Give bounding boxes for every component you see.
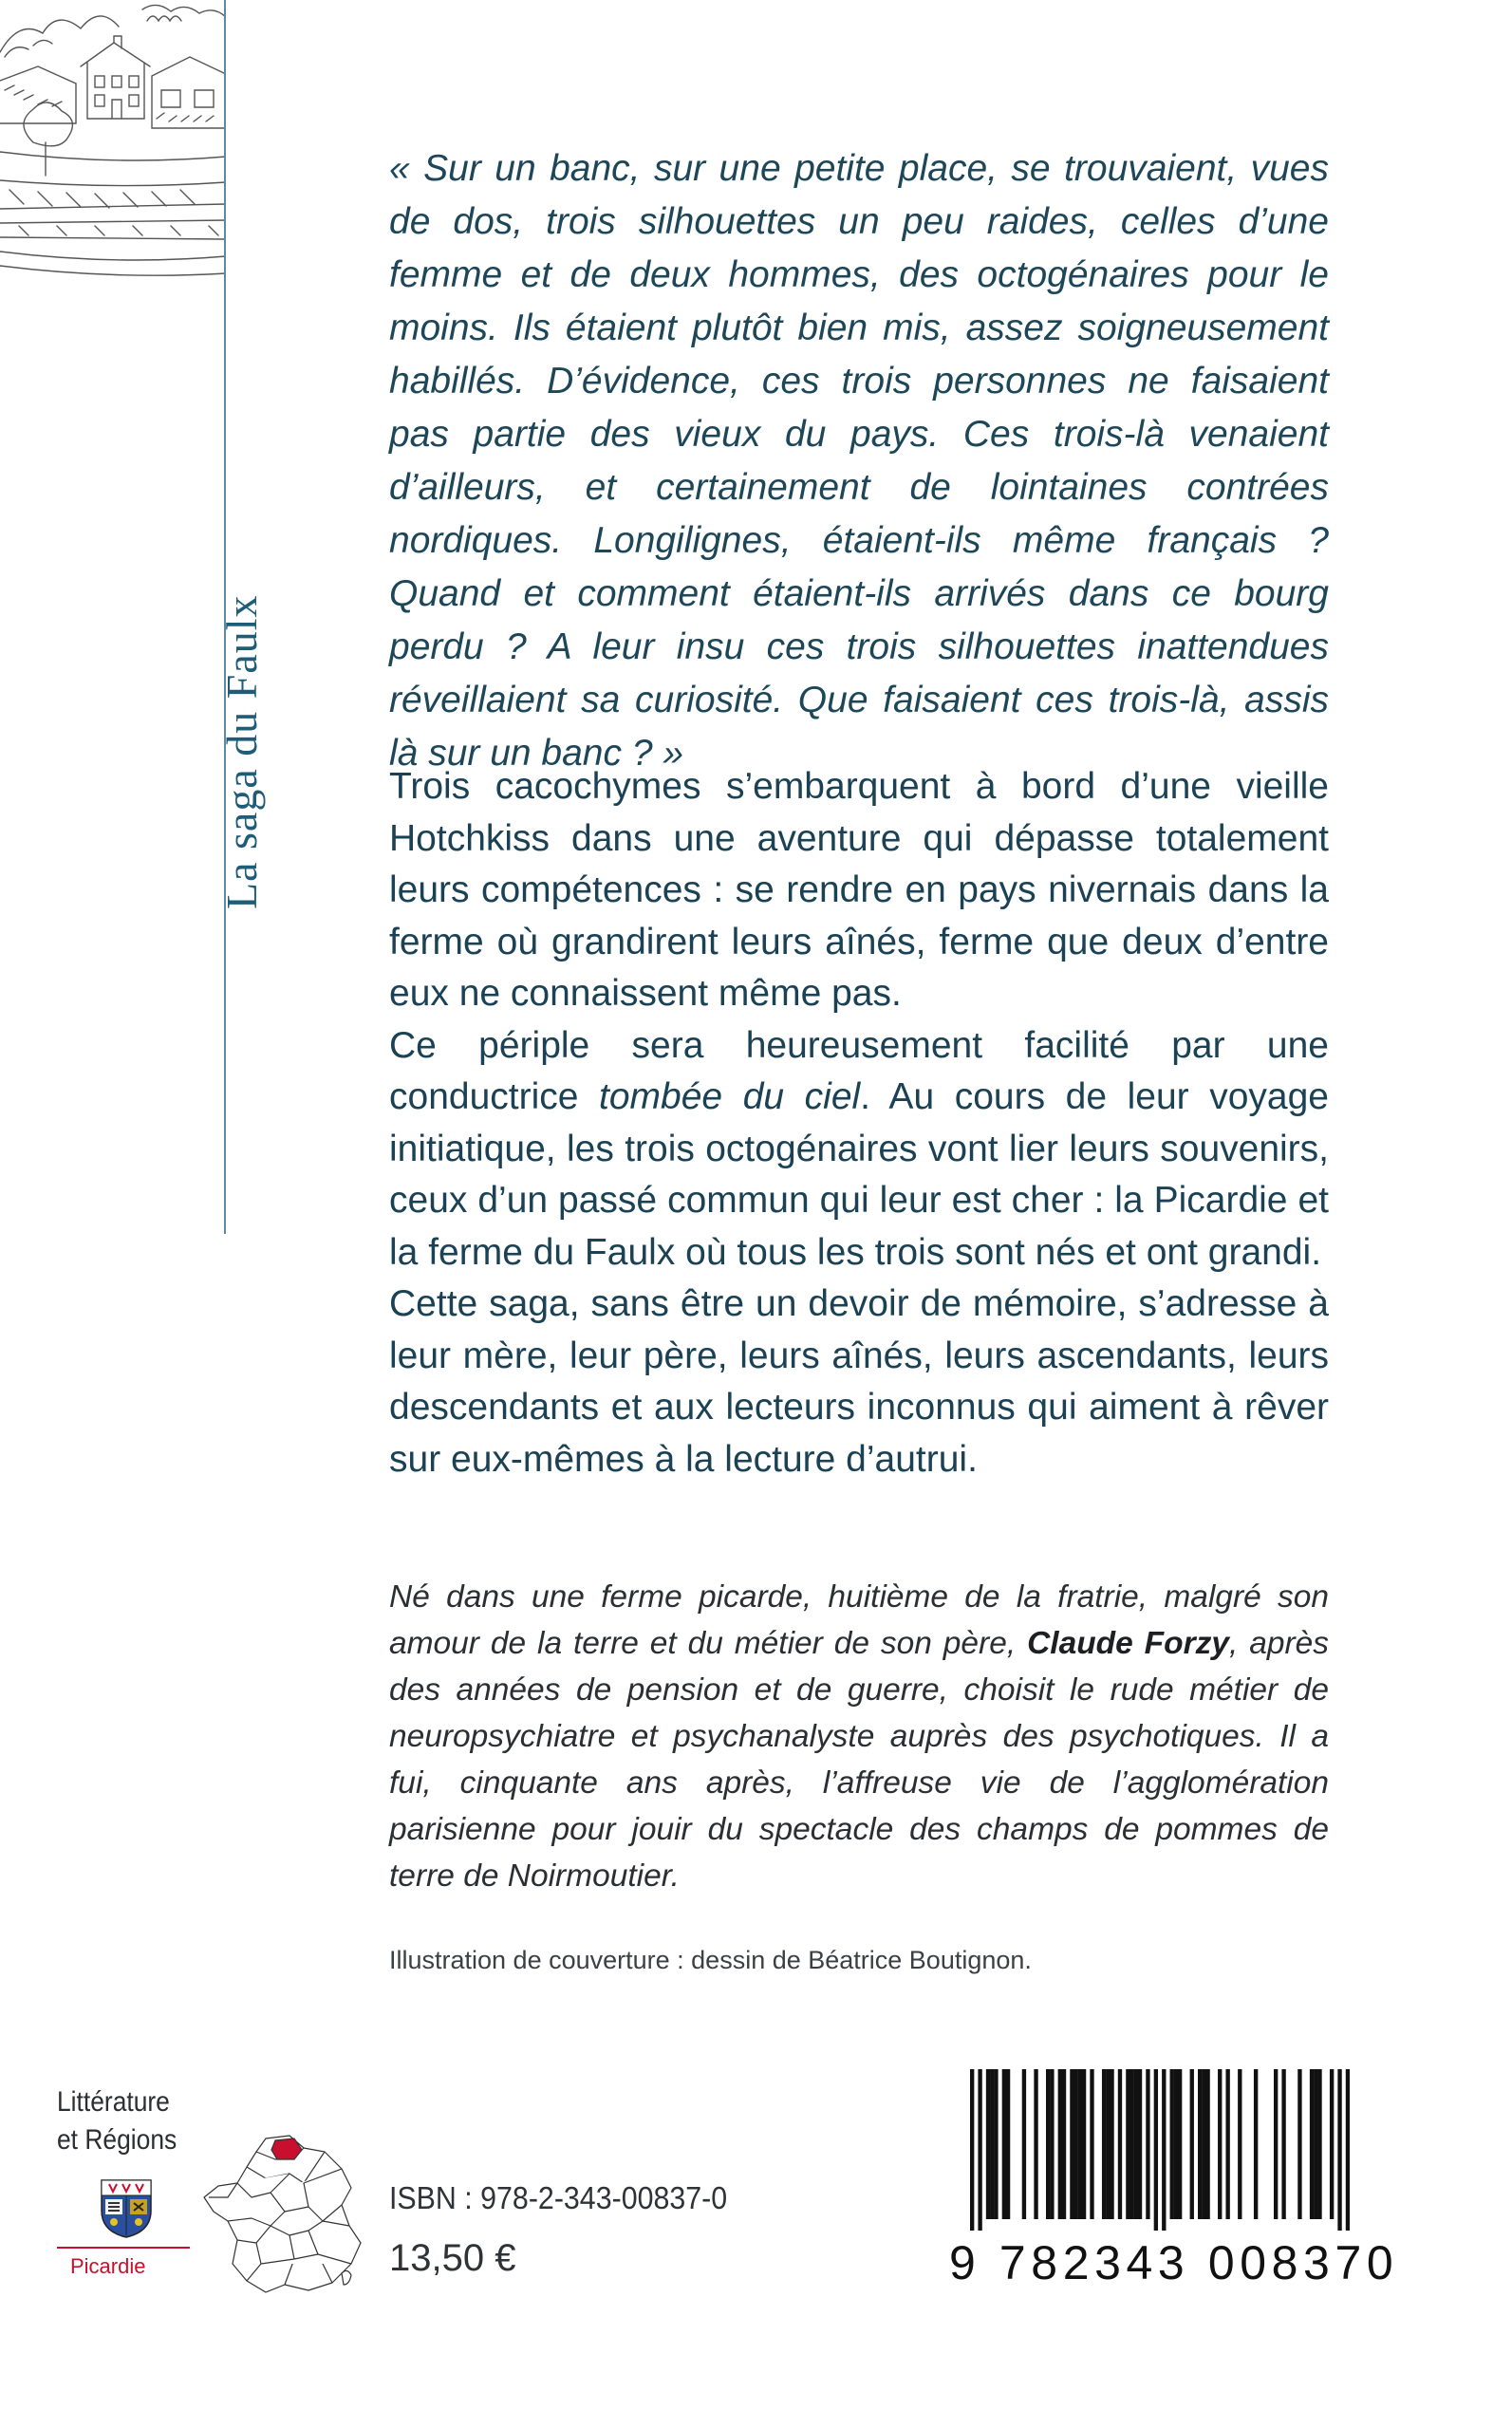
- barcode-bar: [978, 2069, 981, 2231]
- synopsis-paragraph-2-start: Ce périple sera heureusement facilité par une conductrice: [389, 1024, 1329, 1117]
- barcode-bar: [970, 2069, 974, 2231]
- barcode-bar: [1198, 2069, 1202, 2219]
- synopsis-paragraph-1: Trois cacochymes s’embarquent à bord d’une vieille Hotchkiss dans une aventure qui dépasse totalement leurs compétences : se rendre en pays nivernais dans la ferme où grandirent leurs aînés, ferme que deux d’entre eux ne connaissent même pas.: [389, 766, 1329, 1014]
- isbn: ISBN : 978-2-343-00837-0: [389, 2180, 728, 2215]
- barcode-bar: [1110, 2069, 1113, 2219]
- author-name: Claude Forzy: [1027, 1626, 1229, 1661]
- barcode-bar: [1297, 2069, 1301, 2219]
- synopsis: [389, 761, 1329, 1485]
- barcode-bar: [1337, 2069, 1341, 2231]
- excerpt-quote: [389, 142, 1329, 780]
- barcode: [949, 2069, 1399, 2306]
- barcode-bar: [1022, 2069, 1026, 2219]
- barcode-bar: [1281, 2069, 1285, 2219]
- barcode-bar: [1254, 2069, 1258, 2219]
- barcode-bar: [1078, 2069, 1082, 2219]
- publisher-line-2: et Régions: [57, 2124, 177, 2156]
- barcode-bar: [1178, 2069, 1182, 2219]
- barcode-icon: [970, 2069, 1350, 2231]
- barcode-bar: [1062, 2069, 1066, 2219]
- barcode-bar: [1138, 2069, 1142, 2219]
- barcode-bar: [1090, 2069, 1093, 2219]
- barcode-bar: [1238, 2069, 1241, 2219]
- barcode-bar: [994, 2069, 998, 2219]
- synopsis-italic-phrase: tombée du ciel: [599, 1076, 861, 1117]
- barcode-bar: [1346, 2069, 1350, 2231]
- price: 13,50 €: [389, 2237, 516, 2279]
- synopsis-paragraph-2-end: . Au cours de leur voyage initiatique, les trois octogénaires vont lier leurs souvenirs, ceux d’un passé commun qui leur est cher : la Picardie et la ferme du Faulx où tous les trois sont nés et ont grandi.: [389, 1076, 1329, 1273]
- illustration-credit: Illustration de couverture : dessin de Béatrice Boutignon.: [389, 1946, 1032, 1974]
- barcode-bar: [1330, 2069, 1334, 2219]
- spine-title: La saga du Faulx: [217, 594, 266, 909]
- barcode-bar: [1202, 2069, 1205, 2219]
- barcode-bar: [1129, 2069, 1133, 2219]
- barcode-bar: [1073, 2069, 1077, 2219]
- author-bio-end: , après des années de pension et de guerre, choisit le rude métier de neuropsychiatre et psychanalyste auprès des psychotiques. Il a fui, cinquante ans après, l’affreuse vie de l’agglomération parisienne pour jouir du spectacle des champs de pommes de terre de Noirmoutier.: [389, 1626, 1330, 1894]
- picardie-coat-of-arms-icon: [100, 2178, 153, 2239]
- barcode-digits: 9 782343 008370: [949, 2236, 1399, 2289]
- barcode-bar: [1162, 2069, 1166, 2231]
- barcode-bar: [1154, 2069, 1158, 2231]
- region-label: Picardie: [70, 2254, 146, 2278]
- farmhouse-sketch-illustration: [0, 0, 226, 294]
- barcode-bar: [1050, 2069, 1054, 2219]
- publisher-line-1: Littérature: [57, 2086, 170, 2118]
- barcode-bar: [990, 2069, 994, 2219]
- barcode-bar: [1218, 2069, 1222, 2219]
- barcode-bar: [1190, 2069, 1194, 2219]
- barcode-bar: [1106, 2069, 1110, 2219]
- barcode-bar: [1146, 2069, 1149, 2219]
- barcode-bar: [1118, 2069, 1122, 2219]
- barcode-bar: [986, 2069, 990, 2219]
- barcode-bar: [1317, 2069, 1321, 2219]
- barcode-bar: [1046, 2069, 1050, 2219]
- barcode-bar: [1225, 2069, 1229, 2219]
- barcode-bar: [1134, 2069, 1138, 2219]
- publisher-logo: [57, 2083, 199, 2278]
- barcode-bar: [1170, 2069, 1174, 2219]
- barcode-bar: [1002, 2069, 1006, 2219]
- barcode-bar: [1205, 2069, 1209, 2219]
- barcode-bar: [1314, 2069, 1317, 2219]
- barcode-bar: [1174, 2069, 1178, 2219]
- france-map-icon: [199, 2131, 365, 2297]
- barcode-bar: [1310, 2069, 1314, 2219]
- barcode-bar: [1034, 2069, 1037, 2219]
- excerpt-quote-text: « Sur un banc, sur une petite place, se trouvaient, vues de dos, trois silhouettes un peu raides, celles d’une femme et de deux hommes, des octogénaires pour le moins. Ils étaient plutôt bien mis, assez soigneusement habillés. D’évidence, ces trois personnes ne faisaient pas partie des vieux du pays. Ces trois-là venaient d’ailleurs, et certainement de lointaines contrées nordiques. Longilignes, étaient-ils même français ? Quand et comment étaient-ils arrivés dans ce bourg perdu ? A leur insu ces trois silhouettes inattendues réveillaient sa curiosité. Que faisaient ces trois-là, assis là sur un banc ? »: [389, 148, 1329, 774]
- author-bio-start: Né dans une ferme picarde, huitième de la fratrie, malgré son amour de la terre et du métier de son père,: [389, 1579, 1329, 1661]
- author-bio: [389, 1574, 1329, 1899]
- barcode-bar: [1274, 2069, 1278, 2219]
- barcode-bar: [1102, 2069, 1106, 2219]
- synopsis-paragraph-2: [389, 1020, 1329, 1279]
- barcode-bar: [1082, 2069, 1086, 2219]
- barcode-bar: [1070, 2069, 1073, 2219]
- synopsis-paragraph-3: Cette saga, sans être un devoir de mémoire, s’adresse à leur mère, leur père, leurs aînés, leurs ascendants, leurs descendants et aux lecteurs inconnus qui aiment à rêver sur eux-mêmes à la lecture d’autrui.: [389, 1283, 1329, 1480]
- barcode-bar: [1058, 2069, 1062, 2219]
- barcode-bar: [1006, 2069, 1010, 2219]
- region-rule: [57, 2247, 190, 2249]
- barcode-bar: [1126, 2069, 1129, 2219]
